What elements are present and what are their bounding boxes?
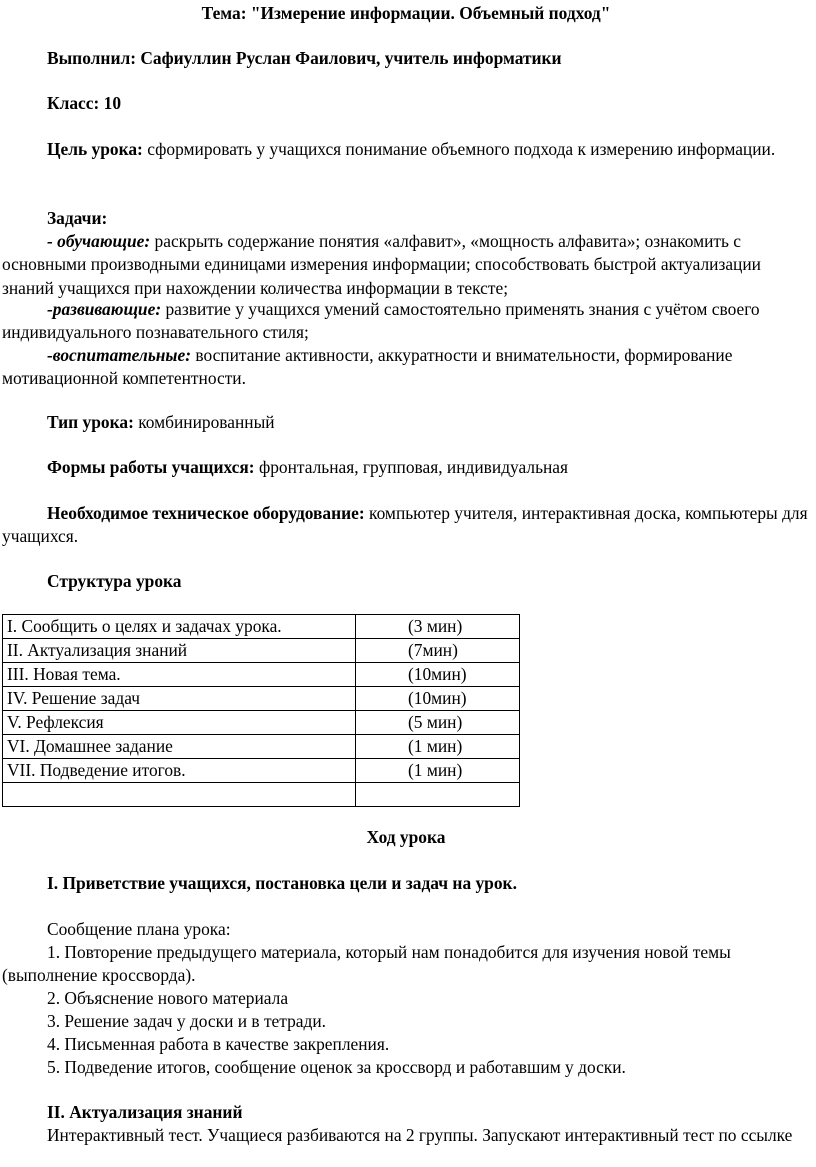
work-forms (2, 456, 810, 479)
stage-cell: III. Новая тема. (3, 663, 356, 687)
time-cell: (5 мин) (356, 711, 520, 735)
lesson-type-text: комбинированный (133, 412, 275, 432)
course-title: Ход урока (366, 827, 446, 847)
table-row (3, 615, 520, 639)
plan-item-1: 1. Повторение предыдущего материала, который нам понадобится для изучения новой темы (выполнение кроссворда). (2, 942, 731, 986)
time-cell: (10мин) (356, 687, 520, 711)
lesson-topic: Тема: "Измерение информации. Объемный подход" (201, 3, 611, 23)
stage-cell: VI. Домашнее задание (3, 735, 356, 759)
plan-intro: Сообщение плана урока: (47, 919, 231, 939)
task-educational (2, 230, 810, 300)
time-cell: (1 мин) (356, 735, 520, 759)
task-upbringing-label: -воспитательные: (47, 345, 191, 365)
table-row (3, 783, 520, 807)
stage-cell (3, 783, 356, 807)
plan-item-5: 5. Подведение итогов, сообщение оценок за кроссворд и работавшим у доски. (47, 1057, 626, 1077)
task-developing-label: -развивающие: (47, 299, 162, 319)
equipment-text: компьютер учителя, интерактивная доска, компьютеры для учащихся. (2, 503, 808, 547)
task-upbringing-text: воспитание активности, аккуратности и внимательности, формирование мотивационной компетентности. (2, 345, 733, 389)
goal-label: Цель урока: (47, 139, 143, 159)
table-row (3, 687, 520, 711)
stage-cell: I. Сообщить о целях и задачах урока. (3, 615, 356, 639)
equipment-label: Необходимое техническое оборудование: (47, 503, 365, 523)
table-row (3, 711, 520, 735)
task-educational-label: - обучающие: (47, 231, 151, 251)
goal-text: сформировать у учащихся понимание объемного подхода к измерению информации. (142, 139, 776, 159)
author-line: Выполнил: Сафиуллин Руслан Фаилович, учитель информатики (47, 48, 562, 68)
time-cell: (3 мин) (356, 615, 520, 639)
stage-cell: IV. Решение задач (3, 687, 356, 711)
time-cell: (1 мин) (356, 759, 520, 783)
tasks-title: Задачи: (47, 208, 108, 228)
stage-cell: V. Рефлексия (3, 711, 356, 735)
section1-title: I. Приветствие учащихся, постановка цели и задач на урок. (47, 873, 517, 893)
time-cell: (10мин) (356, 663, 520, 687)
plan-item-4: 4. Письменная работа в качестве закрепления. (47, 1034, 390, 1054)
lesson-type-label: Тип урока: (47, 412, 134, 432)
table-row (3, 759, 520, 783)
class-line: Класс: 10 (47, 93, 122, 113)
section2-text: Интерактивный тест. Учащиеся разбиваются на 2 группы. Запускают интерактивный тест по ссылке (47, 1125, 793, 1145)
task-upbringing (2, 344, 810, 391)
task-developing (2, 298, 810, 345)
time-cell (356, 783, 520, 807)
work-forms-text: фронтальная, групповая, индивидуальная (254, 457, 569, 477)
equipment (2, 502, 810, 549)
stage-cell: II. Актуализация знаний (3, 639, 356, 663)
table-row (3, 663, 520, 687)
task-developing-text: развитие у учащихся умений самостоятельно применять знания с учётом своего индивидуального познавательного стиля; (2, 299, 760, 343)
table-row (3, 735, 520, 759)
task-educational-text: раскрыть содержание понятия «алфавит», «мощность алфавита»; ознакомить с основными производными единицами измерения информации; способствовать быстрой актуализации знаний учащихся при нахождении количества информации в тексте; (2, 231, 761, 298)
structure-title: Структура урока (47, 571, 182, 591)
work-forms-label: Формы работы учащихся: (47, 457, 255, 477)
table-row (3, 639, 520, 663)
lesson-goal (2, 138, 810, 161)
section2-title: II. Актуализация знаний (47, 1102, 243, 1122)
stage-cell: VII. Подведение итогов. (3, 759, 356, 783)
time-cell: (7мин) (356, 639, 520, 663)
lesson-type (2, 411, 810, 434)
plan-item-2: 2. Объяснение нового материала (47, 988, 289, 1008)
plan-item-3: 3. Решение задач у доски и в тетради. (47, 1011, 326, 1031)
lesson-structure-table (2, 614, 520, 807)
